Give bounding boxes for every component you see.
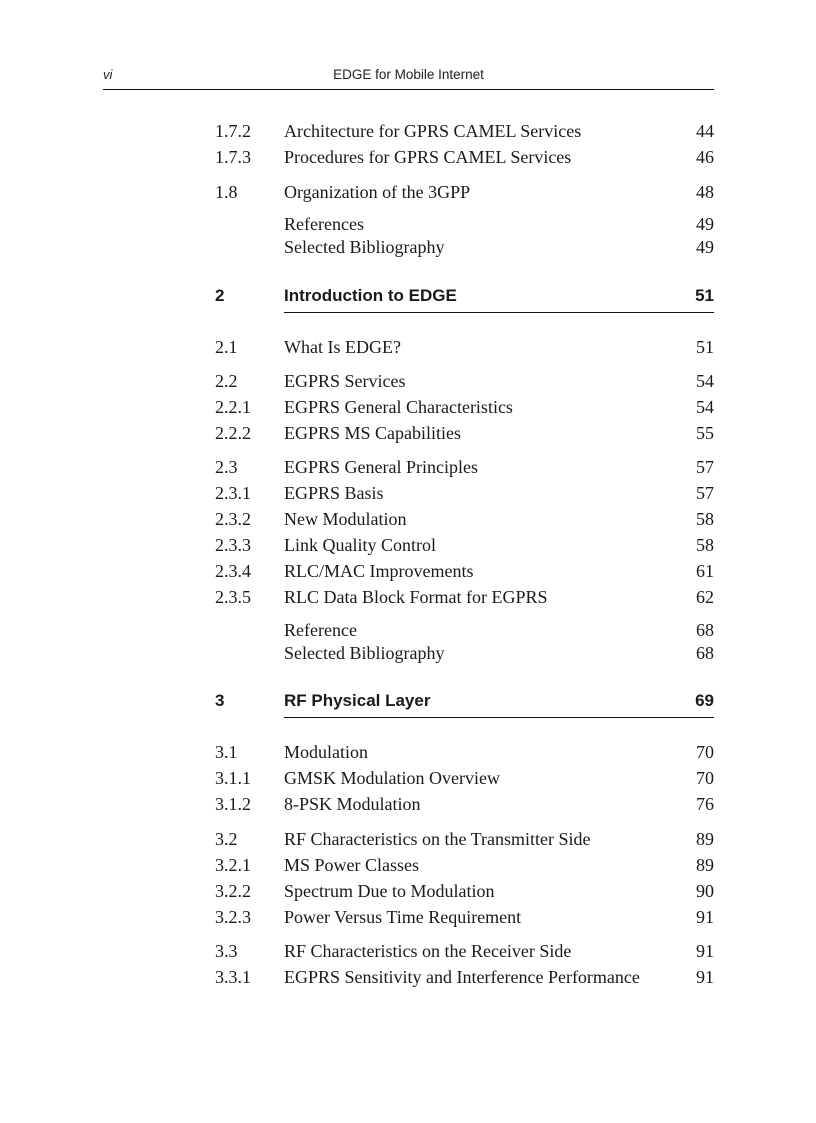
toc-entry[interactable] [215,455,714,479]
entry-page: 44 [696,121,714,141]
entry-number: 2.3.3 [215,535,251,555]
entry-number: 3.2 [215,829,238,849]
toc-entry[interactable] [215,481,714,505]
toc-entry[interactable] [215,507,714,531]
entry-title: What Is EDGE? [284,337,401,357]
entry-title: Architecture for GPRS CAMEL Services [284,121,582,141]
toc-entry[interactable] [215,853,714,877]
entry-page: 51 [696,337,714,357]
entry-number: 2.2 [215,371,238,391]
chapter-page: 69 [695,691,714,710]
entry-number: 2.1 [215,337,238,357]
toc-entry[interactable] [215,905,714,929]
entry-number: 1.7.3 [215,147,251,167]
chapter-page: 51 [695,286,714,305]
entry-number: 2.2.2 [215,423,251,443]
entry-title: RF Characteristics on the Transmitter Side [284,829,591,849]
toc-entry[interactable] [215,145,714,169]
toc-entry[interactable] [215,533,714,557]
entry-number: 3.1.2 [215,794,251,814]
entry-title: Modulation [284,742,368,762]
entry-number: 2.3.5 [215,587,251,607]
toc-entry[interactable] [215,369,714,393]
entry-number: 2.3.4 [215,561,251,581]
entry-number: 3.1 [215,742,238,762]
entry-title: EGPRS Sensitivity and Interference Performance [284,967,640,987]
toc-entry[interactable] [215,421,714,445]
entry-title: Selected Bibliography [284,643,445,663]
entry-number: 2.3.1 [215,483,251,503]
entry-title: EGPRS MS Capabilities [284,423,462,443]
entry-number: 1.7.2 [215,121,251,141]
entry-title: RLC Data Block Format for EGPRS [284,587,548,607]
entry-page: 54 [696,397,714,417]
entry-page: 70 [696,742,714,762]
toc-entry[interactable] [215,740,714,764]
entry-page: 55 [696,423,714,443]
entry-title: Reference [284,620,357,640]
entry-page: 91 [696,941,714,961]
chapter-title: Introduction to EDGE [284,286,457,305]
chapter-rule [284,717,714,718]
entry-number: 3.3.1 [215,967,251,987]
entry-title: Link Quality Control [284,535,436,555]
chapter-rule [284,312,714,313]
toc-entry[interactable] [215,235,714,259]
entry-number: 2.3 [215,457,238,477]
toc-entry[interactable] [215,827,714,851]
chapter-heading[interactable] [215,689,714,715]
entry-page: 90 [696,881,714,901]
toc-entry[interactable] [215,766,714,790]
toc-entry[interactable] [215,641,714,665]
toc-entry[interactable] [215,180,714,204]
chapter-number: 3 [215,691,225,710]
entry-number: 3.2.2 [215,881,251,901]
toc-entry[interactable] [215,559,714,583]
toc-entry[interactable] [215,335,714,359]
entry-number: 3.2.3 [215,907,251,927]
entry-page: 70 [696,768,714,788]
entry-number: 2.2.1 [215,397,251,417]
page-folio: vi [103,67,113,82]
entry-page: 57 [696,457,714,477]
entry-page: 91 [696,967,714,987]
toc-entry[interactable] [215,212,714,236]
running-title: EDGE for Mobile Internet [333,67,484,82]
entry-page: 89 [696,829,714,849]
entry-title: Organization of the 3GPP [284,182,471,202]
toc-entry[interactable] [215,119,714,143]
entry-page: 49 [696,237,714,257]
entry-number: 2.3.2 [215,509,251,529]
toc-entry[interactable] [215,879,714,903]
entry-page: 76 [696,794,714,814]
entry-page: 58 [696,509,714,529]
toc-entry[interactable] [215,792,714,816]
entry-title: EGPRS Services [284,371,406,391]
entry-number: 3.2.1 [215,855,251,875]
entry-page: 58 [696,535,714,555]
toc-entry[interactable] [215,939,714,963]
entry-title: Power Versus Time Requirement [284,907,522,927]
toc-entry[interactable] [215,618,714,642]
entry-title: GMSK Modulation Overview [284,768,500,788]
entry-page: 62 [696,587,714,607]
entry-title: MS Power Classes [284,855,420,875]
entry-title: 8-PSK Modulation [284,794,421,814]
entry-page: 49 [696,214,714,234]
toc-entry[interactable] [215,965,714,989]
entry-number: 1.8 [215,182,238,202]
entry-title: RLC/MAC Improvements [284,561,474,581]
entry-page: 46 [696,147,714,167]
entry-title: RF Characteristics on the Receiver Side [284,941,572,961]
entry-page: 57 [696,483,714,503]
entry-page: 54 [696,371,714,391]
entry-number: 3.3 [215,941,238,961]
chapter-number: 2 [215,286,225,305]
entry-title: Selected Bibliography [284,237,445,257]
entry-page: 48 [696,182,714,202]
entry-title: References [284,214,364,234]
toc-entry[interactable] [215,585,714,609]
entry-title: EGPRS Basis [284,483,384,503]
entry-title: Procedures for GPRS CAMEL Services [284,147,572,167]
entry-page: 68 [696,643,714,663]
entry-page: 68 [696,620,714,640]
entry-title: EGPRS General Characteristics [284,397,513,417]
entry-title: EGPRS General Principles [284,457,478,477]
entry-title: Spectrum Due to Modulation [284,881,495,901]
chapter-heading[interactable] [215,284,714,310]
entry-page: 61 [696,561,714,581]
entry-page: 89 [696,855,714,875]
entry-title: New Modulation [284,509,407,529]
chapter-title: RF Physical Layer [284,691,431,710]
entry-number: 3.1.1 [215,768,251,788]
toc-entry[interactable] [215,395,714,419]
entry-page: 91 [696,907,714,927]
